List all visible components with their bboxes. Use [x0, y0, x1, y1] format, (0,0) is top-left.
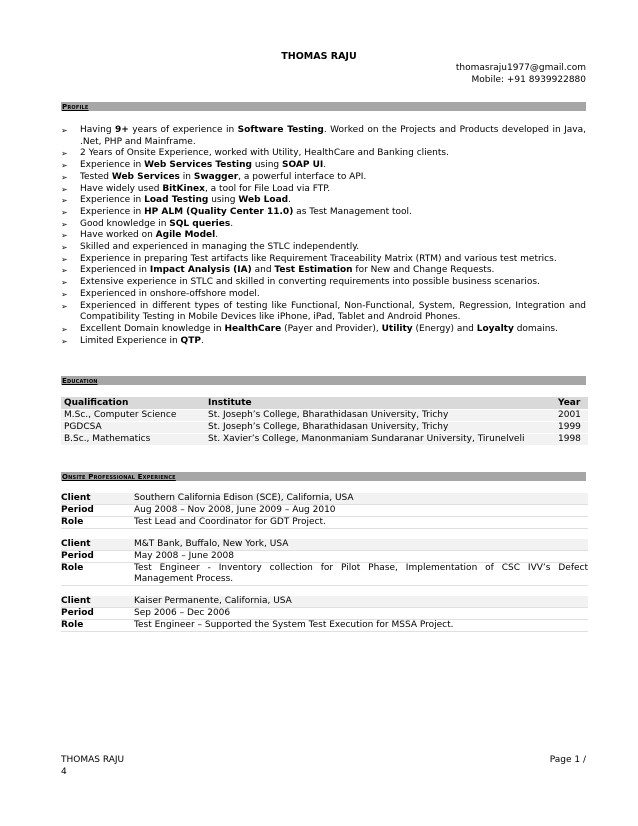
- education-col-institute: Institute: [205, 397, 555, 410]
- year-cell: 1998: [555, 434, 588, 446]
- bold-keyword: SOAP UI: [282, 160, 324, 171]
- education-table: [61, 397, 588, 445]
- institute-cell: St. Joseph’s College, Bharathidasan University, Trichy: [205, 410, 555, 422]
- bullet-text: (Payer and Provider),: [281, 323, 382, 334]
- client-value: Southern California Edison (SCE), California, USA: [134, 493, 354, 503]
- onsite-section-header: [61, 472, 586, 481]
- bold-keyword: Web Services Testing: [144, 160, 252, 171]
- arrow-bullet-icon: ➢: [61, 289, 68, 299]
- period-label: Period: [61, 608, 94, 618]
- bullet-text: Experience in: [80, 160, 145, 171]
- role-value: Test Engineer - Inventory collection for Pilot Phase, Implementation of CSC IVV’s Defect Management Process.: [134, 563, 588, 584]
- list-item: [61, 336, 586, 348]
- bullet-text: Excellent Domain knowledge in: [80, 323, 225, 334]
- role-label: Role: [61, 563, 84, 573]
- arrow-bullet-icon: ➢: [61, 324, 68, 334]
- bullet-text: for New and Change Requests.: [352, 265, 495, 276]
- period-row: [61, 505, 588, 517]
- education-header-row: [61, 397, 588, 410]
- period-value: Sep 2006 – Dec 2006: [134, 608, 231, 618]
- profile-section-title: Profile: [62, 103, 89, 111]
- arrow-bullet-icon: ➢: [61, 219, 68, 229]
- bold-keyword: Software Testing: [237, 125, 324, 135]
- arrow-bullet-icon: ➢: [61, 172, 68, 182]
- qualification-cell: PGDCSA: [61, 422, 205, 434]
- client-value: Kaiser Permanente, California, USA: [134, 596, 292, 606]
- role-row: [61, 517, 588, 529]
- bullet-text: .: [215, 230, 219, 241]
- bullet-text: Extensive experience in STLC and skilled in converting requirements into possible business scenarios.: [80, 277, 540, 288]
- list-item: [61, 172, 586, 184]
- education-col-year: Year: [555, 397, 588, 410]
- bullet-text: Good knowledge in: [80, 218, 170, 229]
- arrow-bullet-icon: ➢: [61, 149, 68, 159]
- qualification-cell: B.Sc., Mathematics: [61, 434, 205, 446]
- list-item: [61, 195, 586, 207]
- bullet-text: Tested: [80, 171, 112, 182]
- client-value: M&T Bank, Buffalo, New York, USA: [134, 539, 289, 549]
- education-col-qualification: Qualification: [61, 397, 205, 410]
- bullet-text: . Worked on the Projects and Products developed in Java, .Net, PHP and Mainframe.: [80, 125, 587, 147]
- arrow-bullet-icon: ➢: [61, 254, 68, 264]
- bullet-text: 2 Years of Onsite Experience, worked with Utility, HealthCare and Banking clients.: [80, 148, 449, 159]
- bullet-text: and: [251, 265, 275, 276]
- bold-keyword: Impact Analysis (IA): [149, 265, 252, 276]
- bullet-text: .: [323, 160, 327, 171]
- profile-section-header: [61, 102, 586, 111]
- list-item: [61, 219, 586, 231]
- bold-keyword: SQL queries: [169, 218, 231, 229]
- client-label: Client: [61, 596, 91, 606]
- footer-name: THOMAS RAJU: [61, 755, 125, 765]
- arrow-bullet-icon: ➢: [61, 336, 68, 346]
- role-label: Role: [61, 620, 84, 630]
- bold-keyword: HealthCare: [224, 323, 282, 334]
- experience-block: [61, 493, 588, 529]
- list-item: [61, 301, 586, 324]
- bold-keyword: Test Estimation: [274, 265, 353, 276]
- bullet-text: Having: [80, 125, 115, 135]
- education-section-header: [61, 376, 586, 385]
- client-label: Client: [61, 493, 91, 503]
- period-value: May 2008 – June 2008: [134, 551, 234, 561]
- list-item: [61, 160, 586, 172]
- role-label: Role: [61, 517, 84, 527]
- bullet-text: , a powerful interface to API.: [238, 171, 367, 182]
- period-value: Aug 2008 – Nov 2008, June 2009 – Aug 2010: [134, 505, 336, 515]
- role-row: [61, 563, 588, 586]
- period-label: Period: [61, 505, 94, 515]
- client-label: Client: [61, 539, 91, 549]
- bullet-text: Have worked on: [80, 230, 156, 241]
- role-value: Test Engineer – Supported the System Test Execution for MSSA Project.: [134, 620, 454, 630]
- client-row: [61, 493, 588, 505]
- bullet-text: Skilled and experienced in managing the STLC independently.: [80, 242, 360, 253]
- footer-page-total: 4: [61, 767, 67, 777]
- role-value: Test Lead and Coordinator for GDT Project.: [134, 517, 326, 527]
- bullet-text: Experienced in onshore-offshore model.: [80, 288, 260, 299]
- list-item: [61, 289, 586, 301]
- list-item: [61, 230, 586, 242]
- list-item: [61, 265, 586, 277]
- bold-keyword: Web Load: [238, 195, 289, 206]
- mobile-text: Mobile: +91 8939922880: [471, 75, 586, 85]
- bullet-text: using: [208, 195, 239, 206]
- list-item: [61, 277, 586, 289]
- footer-page: Page 1 /: [549, 755, 586, 765]
- arrow-bullet-icon: ➢: [61, 266, 68, 276]
- table-row: [61, 410, 588, 422]
- arrow-bullet-icon: ➢: [61, 278, 68, 288]
- arrow-bullet-icon: ➢: [61, 161, 68, 171]
- bold-keyword: Web Services: [111, 171, 180, 182]
- bullet-text: , a tool for File Load via FTP.: [204, 183, 331, 194]
- year-cell: 1999: [555, 422, 588, 434]
- bullet-text: domains.: [513, 323, 558, 334]
- bullet-text: Experience in preparing Test artifacts like Requirement Traceability Matrix (RTM) and various test metrics.: [80, 253, 557, 264]
- arrow-bullet-icon: ➢: [61, 243, 68, 253]
- bullet-text: Have widely used: [80, 183, 163, 194]
- table-row: [61, 434, 588, 446]
- education-section-title: Education: [62, 377, 98, 385]
- onsite-section-title: Onsite Professional Experience: [62, 473, 176, 481]
- arrow-bullet-icon: ➢: [61, 231, 68, 241]
- year-cell: 2001: [555, 410, 588, 422]
- client-row: [61, 596, 588, 608]
- bold-keyword: Load Testing: [144, 195, 209, 206]
- bullet-text: as Test Management tool.: [293, 206, 412, 217]
- email-text: thomasraju1977@gmail.com: [455, 63, 586, 73]
- bullet-text: .: [230, 218, 234, 229]
- bullet-text: .: [288, 195, 291, 206]
- bold-keyword: Agile Model: [155, 230, 216, 241]
- profile-list: [61, 125, 586, 347]
- bullet-text: years of experience in: [128, 125, 238, 135]
- experience-block: [61, 539, 588, 586]
- period-label: Period: [61, 551, 94, 561]
- list-item: [61, 207, 586, 219]
- bullet-text: in: [179, 171, 194, 182]
- bold-keyword: BitKinex: [162, 183, 205, 194]
- arrow-bullet-icon: ➢: [61, 196, 68, 206]
- list-item: [61, 184, 586, 196]
- bold-keyword: Utility: [381, 323, 413, 334]
- bullet-text: (Energy) and: [412, 323, 477, 334]
- candidate-name: THOMAS RAJU: [281, 51, 357, 62]
- client-row: [61, 539, 588, 551]
- bullet-text: Experience in: [80, 195, 145, 206]
- list-item: [61, 242, 586, 254]
- bullet-text: Experience in: [80, 206, 145, 217]
- bold-keyword: HP ALM (Quality Center 11.0): [144, 206, 294, 217]
- bold-keyword: Loyalty: [476, 323, 514, 334]
- bullet-text: using: [251, 160, 283, 171]
- role-row: [61, 620, 588, 632]
- bullet-text: Experienced in: [80, 265, 150, 276]
- period-row: [61, 551, 588, 563]
- bullet-text: .: [200, 335, 204, 346]
- bold-keyword: Swagger: [193, 171, 239, 182]
- list-item: [61, 148, 586, 160]
- experience-block: [61, 596, 588, 632]
- bold-keyword: QTP: [180, 335, 201, 346]
- table-row: [61, 422, 588, 434]
- arrow-bullet-icon: ➢: [61, 207, 68, 217]
- qualification-cell: M.Sc., Computer Science: [61, 410, 205, 422]
- list-item: [61, 125, 586, 148]
- list-item: [61, 324, 586, 336]
- arrow-bullet-icon: ➢: [61, 184, 68, 194]
- arrow-bullet-icon: ➢: [61, 301, 68, 311]
- arrow-bullet-icon: ➢: [61, 126, 68, 135]
- list-item: [61, 254, 586, 266]
- institute-cell: St. Xavier’s College, Manonmaniam Sundaranar University, Tirunelveli: [205, 434, 555, 446]
- bullet-text: Limited Experience in: [80, 335, 181, 346]
- bold-keyword: 9+: [115, 125, 129, 135]
- bullet-text: Experienced in different types of testing like Functional, Non-Functional, System, Regression, Integration and Compatibility Testing in Mobile Devices like iPhone, iPad, Tablet and Android Phones.: [80, 300, 586, 323]
- period-row: [61, 608, 588, 620]
- institute-cell: St. Joseph’s College, Bharathidasan University, Trichy: [205, 422, 555, 434]
